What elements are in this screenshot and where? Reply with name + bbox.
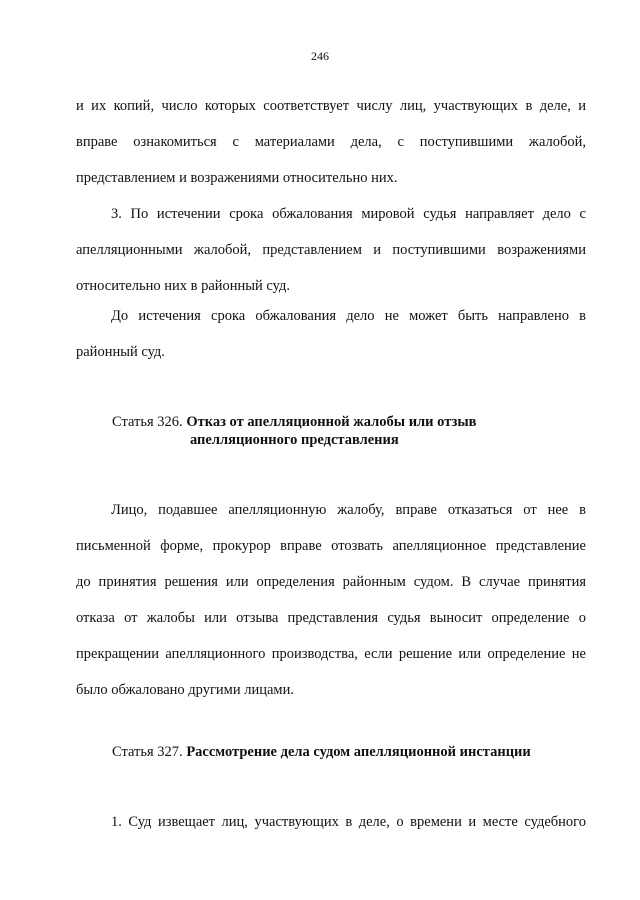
article-326-heading (112, 412, 477, 432)
paragraph-transfer-restriction (76, 306, 586, 378)
paragraph-item-3 (76, 204, 586, 312)
text-line: и их копий, число которых соответствует числу лиц, участвующих в деле, и (76, 98, 586, 114)
text-line: До истечения срока обжалования дело не может быть направлено в (111, 308, 586, 324)
article-number-label: Статья 327. (112, 744, 183, 760)
text-line: относительно них в районный суд. (76, 278, 291, 294)
text-line: 1. Суд извещает лиц, участвующих в деле, о времени и месте судебного (111, 814, 586, 830)
article-title: апелляционного представления (190, 432, 399, 448)
text-line: письменной форме, прокурор вправе отозвать апелляционное представление (76, 538, 586, 554)
text-line: прекращении апелляционного производства, если решение или определение не (76, 646, 586, 662)
page-number: 246 (311, 49, 329, 63)
text-line: вправе ознакомиться с материалами дела, с поступившими жалобой, (76, 134, 586, 150)
article-number-label: Статья 326. (112, 414, 183, 430)
article-title: Рассмотрение дела судом апелляционной инстанции (186, 744, 531, 760)
article-title: Отказ от апелляционной жалобы или отзыв (186, 414, 477, 430)
article-327-heading (112, 742, 531, 762)
text-line: Лицо, подавшее апелляционную жалобу, вправе отказаться от нее в (111, 502, 586, 518)
article-326-heading-continued (190, 430, 399, 450)
text-line: районный суд. (76, 344, 165, 360)
text-line: было обжаловано другими лицами. (76, 682, 294, 698)
paragraph-article-326-body (76, 500, 586, 716)
text-line: отказа от жалобы или отзыва представления судья выносит определение о (76, 610, 586, 626)
text-line: апелляционными жалобой, представлением и поступившими возражениями (76, 242, 586, 258)
text-line: 3. По истечении срока обжалования мировой судья направляет дело с (111, 206, 586, 222)
text-line: до принятия решения или определения районным судом. В случае принятия (76, 574, 586, 590)
text-line: представлением и возражениями относительно них. (76, 170, 398, 186)
paragraph-continuation (76, 96, 586, 204)
paragraph-article-327-item-1 (76, 812, 586, 848)
